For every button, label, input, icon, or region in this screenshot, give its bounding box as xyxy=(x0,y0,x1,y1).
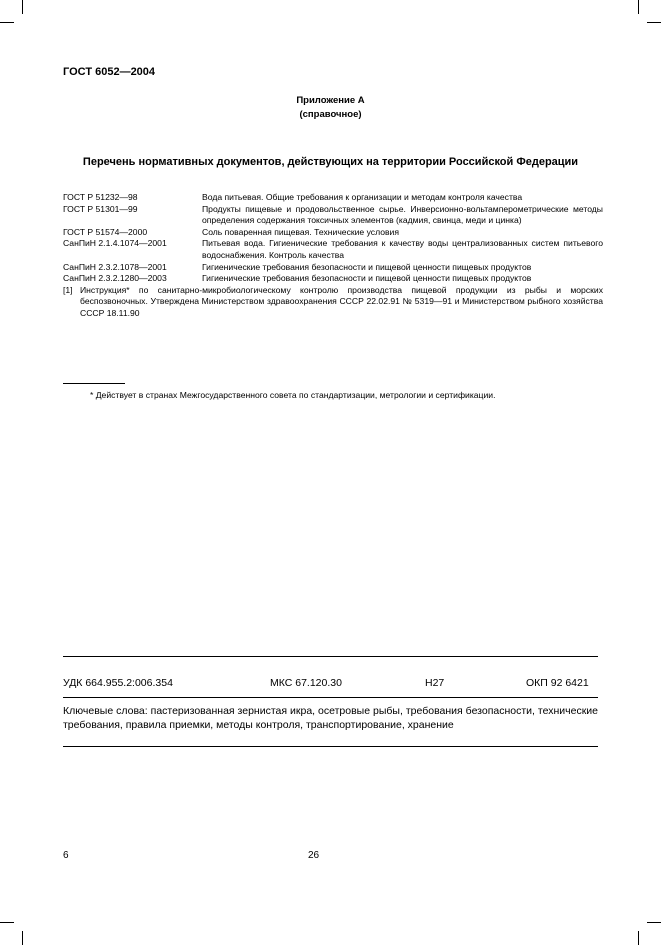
crop-mark-br-h xyxy=(647,922,661,923)
crop-mark-tr-v xyxy=(638,0,639,14)
reference-item xyxy=(63,192,603,204)
meta-bottom-rule xyxy=(63,746,598,747)
reference-item xyxy=(63,238,603,261)
crop-mark-br-v xyxy=(638,931,639,945)
reference-code: СанПиН 2.3.2.1078—2001 xyxy=(63,261,167,272)
crop-mark-bl-h xyxy=(0,922,14,923)
category-code: Н27 xyxy=(425,677,445,689)
page-header-code: ГОСТ 6052—2004 xyxy=(63,66,156,78)
reference-title: Вода питьевая. Общие требования к организации и методам контроля качества xyxy=(202,192,523,202)
bibliography-number: [1] xyxy=(63,284,73,295)
reference-item xyxy=(63,262,603,274)
footnote: * Действует в странах Межгосударственного совета по стандартизации, метрологии и сертификации. xyxy=(90,390,496,400)
reference-code: ГОСТ Р 51301—99 xyxy=(63,203,138,214)
page-number-left: 6 xyxy=(63,850,69,861)
reference-code: СанПиН 2.1.4.1074—2001 xyxy=(63,238,167,249)
bibliography-item xyxy=(63,285,603,320)
crop-mark-tl-v xyxy=(22,0,23,14)
meta-top-rule xyxy=(63,656,598,657)
crop-mark-bl-v xyxy=(22,931,23,945)
okp-code: ОКП 92 6421 xyxy=(526,677,589,689)
reference-code: ГОСТ Р 51232—98 xyxy=(63,192,138,202)
reference-item xyxy=(63,227,603,239)
reference-item xyxy=(63,273,603,285)
reference-title: Продукты пищевые и продовольственное сырье. Инверсионно-вольтамперометрические методы определения содержания токсичных элементов (кадмия, свинца, меди и цинка) xyxy=(202,203,603,226)
references-list xyxy=(63,192,603,320)
reference-title: Питьевая вода. Гигиенические требования к качеству воды централизованных систем питьевого водоснабжения. Контроль качества xyxy=(202,238,603,260)
keywords: Ключевые слова: пастеризованная зернистая икра, осетровые рыбы, требования безопасности, технические требования, правила приемки, методы контроля, транспортирование, хранение xyxy=(63,705,598,731)
reference-title: Гигиенические требования безопасности и пищевой ценности пищевых продуктов xyxy=(202,261,532,272)
crop-mark-tr-h xyxy=(647,22,661,23)
appendix-heading xyxy=(0,94,661,122)
reference-title: Соль поваренная пищевая. Технические условия xyxy=(202,226,400,237)
list-title: Перечень нормативных документов, действующих на территории Российской Федерации xyxy=(82,156,579,168)
reference-code: ГОСТ Р 51574—2000 xyxy=(63,226,148,237)
udc-code: УДК 664.955.2:006.354 xyxy=(63,677,173,689)
appendix-note: (справочное) xyxy=(299,109,362,120)
footnote-separator xyxy=(63,383,125,384)
page-number-center: 26 xyxy=(308,850,320,861)
bibliography-text: Инструкция* по санитарно-микробиологическому контролю производства пищевой продукции из рыбы и морских беспозвоночных. Утверждена Министерством здравоохранения СССР 22.02.91 № 5319—91 и Министерством рыбного хозяйства СССР 18.11.90 xyxy=(80,284,603,318)
reference-title: Гигиенические требования безопасности и пищевой ценности пищевых продуктов xyxy=(202,273,532,284)
meta-middle-rule xyxy=(63,697,598,698)
reference-item xyxy=(63,204,603,227)
appendix-title: Приложение А xyxy=(296,95,365,106)
crop-mark-tl-h xyxy=(0,22,14,23)
reference-code: СанПиН 2.3.2.1280—2003 xyxy=(63,273,167,284)
mks-code: МКС 67.120.30 xyxy=(270,677,342,689)
